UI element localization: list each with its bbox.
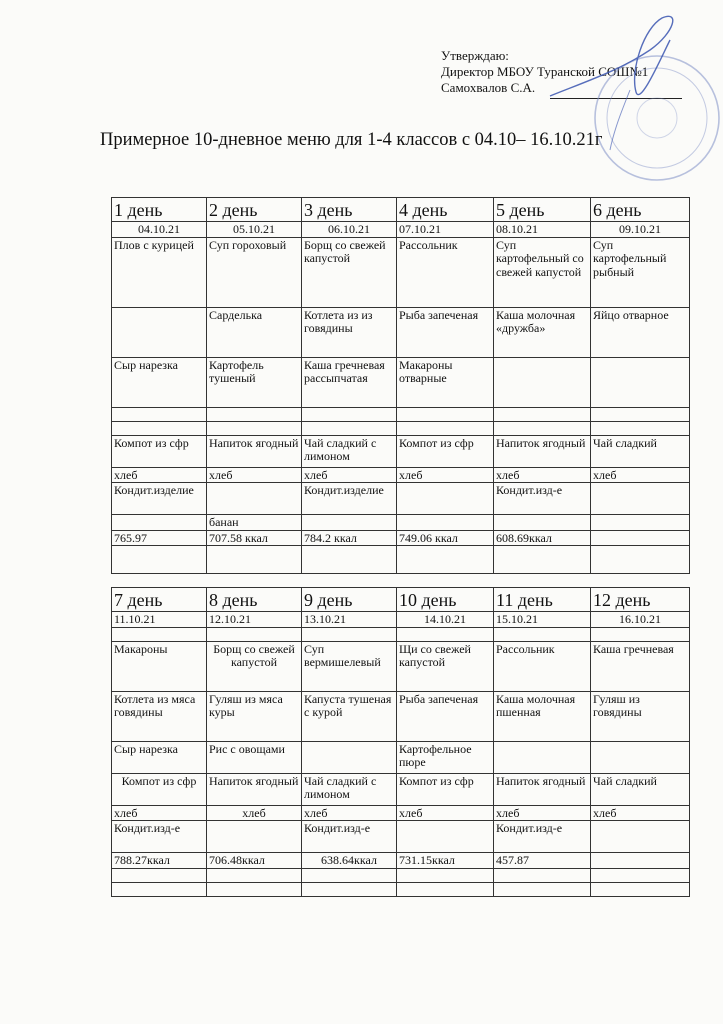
day-header: 4 день	[397, 198, 494, 222]
menu-cell: Напиток ягодный	[494, 435, 591, 467]
day-header: 9 день	[302, 588, 397, 612]
menu-cell	[302, 515, 397, 531]
date-cell: 04.10.21	[112, 222, 207, 238]
date-cell: 05.10.21	[207, 222, 302, 238]
menu-cell: хлеб	[302, 805, 397, 821]
day-header: 2 день	[207, 198, 302, 222]
menu-cell: хлеб	[397, 805, 494, 821]
menu-cell	[591, 868, 690, 882]
menu-cell: Макароны	[112, 641, 207, 691]
menu-row	[112, 530, 690, 546]
menu-cell	[207, 407, 302, 421]
menu-cell	[302, 882, 397, 896]
menu-cell	[207, 421, 302, 435]
menu-cell: хлеб	[207, 805, 302, 821]
menu-cell	[112, 627, 207, 641]
date-cell: 06.10.21	[302, 222, 397, 238]
menu-cell: Рассольник	[397, 237, 494, 307]
menu-row	[112, 741, 690, 773]
date-cell: 09.10.21	[591, 222, 690, 238]
menu-cell	[207, 868, 302, 882]
menu-cell: хлеб	[591, 805, 690, 821]
menu-cell	[302, 546, 397, 574]
menu-table-week2	[111, 587, 690, 897]
date-cell: 11.10.21	[112, 612, 207, 628]
menu-cell	[591, 627, 690, 641]
menu-cell: 788.27ккал	[112, 853, 207, 869]
menu-cell: Компот из сфр	[397, 435, 494, 467]
menu-cell	[112, 546, 207, 574]
menu-cell: Компот из сфр	[397, 773, 494, 805]
menu-row	[112, 467, 690, 483]
menu-cell	[494, 357, 591, 407]
menu-row	[112, 627, 690, 641]
menu-cell: Чай сладкий с лимоном	[302, 435, 397, 467]
menu-row	[112, 407, 690, 421]
menu-cell: 749.06 ккал	[397, 530, 494, 546]
menu-cell: Рис с овощами	[207, 741, 302, 773]
menu-row	[112, 773, 690, 805]
menu-cell: Сыр нарезка	[112, 741, 207, 773]
menu-cell: 608.69ккал	[494, 530, 591, 546]
menu-row	[112, 237, 690, 307]
menu-cell: хлеб	[397, 467, 494, 483]
menu-cell	[397, 821, 494, 853]
menu-cell	[397, 483, 494, 515]
menu-cell: Плов с курицей	[112, 237, 207, 307]
menu-cell: Напиток ягодный	[207, 773, 302, 805]
stamp-and-signature	[510, 0, 723, 210]
menu-cell: Сыр нарезка	[112, 357, 207, 407]
menu-cell	[494, 868, 591, 882]
menu-cell: хлеб	[207, 467, 302, 483]
menu-cell: Кондит.изд-е	[302, 821, 397, 853]
menu-cell: 731.15ккал	[397, 853, 494, 869]
date-cell: 15.10.21	[494, 612, 591, 628]
menu-row	[112, 357, 690, 407]
approval-block	[441, 48, 648, 96]
menu-row	[112, 307, 690, 357]
menu-cell: банан	[207, 515, 302, 531]
menu-cell	[494, 882, 591, 896]
menu-cell	[207, 882, 302, 896]
menu-cell	[591, 821, 690, 853]
menu-cell: 707.58 ккал	[207, 530, 302, 546]
menu-cell: Щи со свежей капустой	[397, 641, 494, 691]
menu-cell	[302, 421, 397, 435]
menu-cell: Кондит.изделие	[302, 483, 397, 515]
menu-cell	[397, 627, 494, 641]
menu-row	[112, 546, 690, 574]
date-row	[112, 222, 690, 238]
menu-cell	[591, 515, 690, 531]
menu-cell: Яйцо отварное	[591, 307, 690, 357]
day-header: 11 день	[494, 588, 591, 612]
menu-cell: Суп картофельный рыбный	[591, 237, 690, 307]
menu-cell	[207, 546, 302, 574]
menu-cell: Картофельное пюре	[397, 741, 494, 773]
menu-cell: Кондит.изд-е	[494, 483, 591, 515]
menu-cell: Картофель тушеный	[207, 357, 302, 407]
menu-cell: 765.97	[112, 530, 207, 546]
menu-cell	[397, 868, 494, 882]
date-row	[112, 612, 690, 628]
menu-cell	[112, 515, 207, 531]
menu-cell: хлеб	[112, 805, 207, 821]
menu-cell: хлеб	[494, 467, 591, 483]
menu-cell	[397, 882, 494, 896]
menu-cell	[112, 882, 207, 896]
menu-cell	[112, 421, 207, 435]
menu-cell: Рассольник	[494, 641, 591, 691]
menu-cell: Суп картофельный со свежей капустой	[494, 237, 591, 307]
menu-row	[112, 483, 690, 515]
menu-cell: Макароны отварные	[397, 357, 494, 407]
menu-cell	[494, 515, 591, 531]
menu-cell: Каша гречневая	[591, 641, 690, 691]
menu-cell: Капуста тушеная с курой	[302, 691, 397, 741]
menu-row	[112, 435, 690, 467]
menu-cell	[207, 483, 302, 515]
menu-cell	[494, 546, 591, 574]
menu-cell: Напиток ягодный	[494, 773, 591, 805]
day-header: 8 день	[207, 588, 302, 612]
signature-line	[550, 98, 682, 99]
menu-cell	[591, 741, 690, 773]
menu-cell: Котлета из мяса говядины	[112, 691, 207, 741]
date-cell: 14.10.21	[397, 612, 494, 628]
date-cell: 07.10.21	[397, 222, 494, 238]
menu-cell: Борщ со свежей капустой	[207, 641, 302, 691]
menu-row	[112, 853, 690, 869]
menu-cell: Каша гречневая рассыпчатая	[302, 357, 397, 407]
day-header-row	[112, 588, 690, 612]
page-title: Примерное 10-дневное меню для 1-4 классов с 04.10– 16.10.21г	[100, 130, 603, 150]
menu-cell: Сарделька	[207, 307, 302, 357]
menu-cell: Кондит.изд-е	[494, 821, 591, 853]
menu-cell	[397, 515, 494, 531]
menu-cell: Суп гороховый	[207, 237, 302, 307]
menu-cell: Напиток ягодный	[207, 435, 302, 467]
menu-cell	[591, 421, 690, 435]
date-cell: 16.10.21	[591, 612, 690, 628]
menu-cell	[591, 530, 690, 546]
menu-cell: хлеб	[591, 467, 690, 483]
day-header: 1 день	[112, 198, 207, 222]
date-cell: 12.10.21	[207, 612, 302, 628]
menu-cell	[112, 868, 207, 882]
menu-cell: Компот из сфр	[112, 773, 207, 805]
menu-cell	[397, 421, 494, 435]
menu-cell	[494, 627, 591, 641]
menu-row	[112, 691, 690, 741]
menu-cell	[494, 741, 591, 773]
menu-cell	[397, 546, 494, 574]
menu-cell	[591, 357, 690, 407]
menu-cell: Рыба запеченая	[397, 691, 494, 741]
menu-cell	[494, 407, 591, 421]
menu-cell: хлеб	[302, 467, 397, 483]
menu-row	[112, 805, 690, 821]
menu-cell: Компот из сфр	[112, 435, 207, 467]
menu-cell	[302, 407, 397, 421]
menu-cell: Борщ со свежей капустой	[302, 237, 397, 307]
day-header: 10 день	[397, 588, 494, 612]
date-cell: 08.10.21	[494, 222, 591, 238]
menu-row	[112, 882, 690, 896]
menu-cell: 638.64ккал	[302, 853, 397, 869]
menu-cell	[591, 853, 690, 869]
menu-cell: 457.87	[494, 853, 591, 869]
menu-cell	[207, 821, 302, 853]
day-header: 5 день	[494, 198, 591, 222]
menu-cell	[397, 407, 494, 421]
menu-cell: Кондит.изделие	[112, 483, 207, 515]
menu-cell: Чай сладкий	[591, 435, 690, 467]
menu-cell: Суп вермишелевый	[302, 641, 397, 691]
day-header: 7 день	[112, 588, 207, 612]
menu-cell	[112, 407, 207, 421]
menu-cell: Чай сладкий с лимоном	[302, 773, 397, 805]
menu-cell: Гуляш из мяса куры	[207, 691, 302, 741]
menu-cell: хлеб	[112, 467, 207, 483]
menu-cell	[302, 627, 397, 641]
menu-row	[112, 421, 690, 435]
menu-cell: 706.48ккал	[207, 853, 302, 869]
menu-cell	[302, 868, 397, 882]
menu-cell: Каша молочная пшенная	[494, 691, 591, 741]
menu-cell	[591, 483, 690, 515]
day-header: 3 день	[302, 198, 397, 222]
menu-cell: Гуляш из говядины	[591, 691, 690, 741]
menu-row	[112, 641, 690, 691]
menu-cell: Рыба запеченая	[397, 307, 494, 357]
menu-cell	[591, 546, 690, 574]
menu-cell	[207, 627, 302, 641]
day-header-row	[112, 198, 690, 222]
menu-cell: 784.2 ккал	[302, 530, 397, 546]
day-header: 6 день	[591, 198, 690, 222]
menu-cell: Каша молочная «дружба»	[494, 307, 591, 357]
menu-row	[112, 515, 690, 531]
approval-name: Самохвалов С.А.	[441, 80, 536, 95]
menu-table-week1	[111, 197, 690, 574]
menu-row	[112, 868, 690, 882]
approval-label: Утверждаю:	[441, 48, 509, 63]
menu-cell: Котлета из из говядины	[302, 307, 397, 357]
menu-cell: Кондит.изд-е	[112, 821, 207, 853]
menu-cell: Чай сладкий	[591, 773, 690, 805]
approval-position: Директор МБОУ Туранской СОШ№1	[441, 64, 649, 79]
day-header: 12 день	[591, 588, 690, 612]
menu-cell: хлеб	[494, 805, 591, 821]
menu-cell	[591, 407, 690, 421]
date-cell: 13.10.21	[302, 612, 397, 628]
menu-cell	[112, 307, 207, 357]
menu-cell	[302, 741, 397, 773]
menu-row	[112, 821, 690, 853]
menu-cell	[591, 882, 690, 896]
menu-cell	[494, 421, 591, 435]
